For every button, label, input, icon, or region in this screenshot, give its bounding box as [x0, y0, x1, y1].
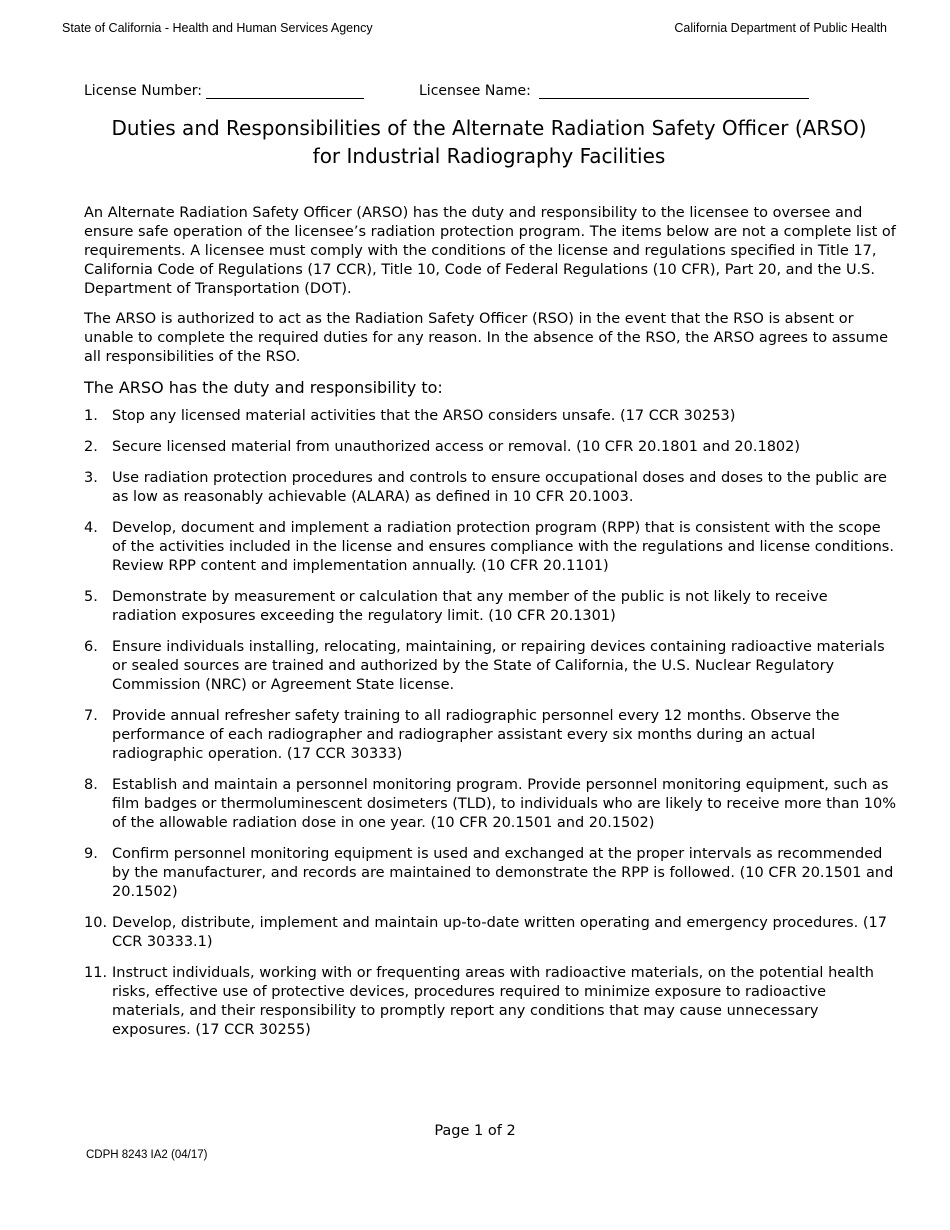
duty-text: Stop any licensed material activities that the ARSO considers unsafe. (17 CCR 30253) [112, 408, 736, 424]
duty-item [84, 588, 896, 626]
page-number: Page 1 of 2 [434, 1123, 516, 1139]
duty-text: Establish and maintain a personnel monitoring program. Provide personnel monitoring equipment, such as film badges or thermoluminescent dosimeters (TLD), to individuals who are likely to receive more than 10% of the allowable radiation dose in one year. (10 CFR 20.1501 and 20.1502) [112, 777, 896, 831]
duty-item [84, 776, 896, 833]
duty-number: 9. [84, 846, 98, 862]
document-body [84, 204, 896, 1052]
duty-item [84, 845, 896, 902]
duty-number: 10. [84, 915, 108, 931]
form-identifier: CDPH 8243 IA2 (04/17) [86, 1149, 208, 1161]
duty-text: Ensure individuals installing, relocating, maintaining, or repairing devices containing radioactive materials or sealed sources are trained and authorized by the State of California, the U.S. Nuclear Regulatory Commission (NRC) or Agreement State license. [112, 639, 885, 693]
duty-item [84, 707, 896, 764]
license-number-field [84, 83, 364, 99]
duty-text: Confirm personnel monitoring equipment is used and exchanged at the proper intervals as recommended by the manufacturer, and records are maintained to demonstrate the RPP is followed. (10 CFR 20.1501 and 20.1502) [112, 846, 894, 900]
duty-item [84, 638, 896, 695]
duty-number: 6. [84, 639, 98, 655]
page-title [60, 114, 918, 170]
duty-text: Instruct individuals, working with or frequenting areas with radioactive materials, on the potential health risks, effective use of protective devices, procedures required to minimize exposure to radioactive materials, and their responsibility to promptly report any conditions that may cause unnecessary exposures. (17 CCR 30255) [112, 965, 874, 1038]
duty-text: Develop, document and implement a radiation protection program (RPP) that is consistent with the scope of the activities included in the license and ensures compliance with the regulations and license conditions. Review RPP content and implementation annually. (10 CFR 20.1101) [112, 520, 894, 574]
duty-number: 11. [84, 965, 108, 981]
duty-text: Develop, distribute, implement and maintain up-to-date written operating and emergency procedures. (17 CCR 30333.1) [112, 915, 887, 950]
duty-item [84, 519, 896, 576]
duty-number: 2. [84, 439, 98, 455]
duty-item [84, 469, 896, 507]
duty-item [84, 914, 896, 952]
duty-number: 7. [84, 708, 98, 724]
duty-number: 3. [84, 470, 98, 486]
duty-number: 8. [84, 777, 98, 793]
title-line-2: for Industrial Radiography Facilities [312, 144, 666, 168]
duties-list [84, 407, 896, 1040]
duty-number: 1. [84, 408, 98, 424]
license-number-label: License Number: [84, 83, 202, 99]
duty-text: Use radiation protection procedures and controls to ensure occupational doses and doses to the public are as low as reasonably achievable (ALARA) as defined in 10 CFR 20.1003. [112, 470, 887, 505]
duty-item [84, 438, 896, 457]
duties-lead: The ARSO has the duty and responsibility to: [84, 378, 443, 397]
title-line-1: Duties and Responsibilities of the Alternate Radiation Safety Officer (ARSO) [111, 116, 867, 140]
intro-paragraph-2: The ARSO is authorized to act as the Radiation Safety Officer (RSO) in the event that the RSO is absent or unable to complete the required duties for any reason. In the absence of the RSO, the ARSO agrees to assume all responsibilities of the RSO. [84, 311, 888, 365]
duty-number: 5. [84, 589, 98, 605]
licensee-name-blank[interactable] [539, 83, 809, 99]
licensee-name-field [419, 83, 809, 99]
intro-paragraph-1: An Alternate Radiation Safety Officer (ARSO) has the duty and responsibility to the licensee to oversee and ensure safe operation of the licensee’s radiation protection program. The items below are not a complete list of requirements. A licensee must comply with the conditions of the license and regulations specified in Title 17, California Code of Regulations (17 CCR), Title 10, Code of Federal Regulations (10 CFR), Part 20, and the U.S. Department of Transportation (DOT). [84, 205, 896, 297]
duty-text: Secure licensed material from unauthorized access or removal. (10 CFR 20.1801 and 20.1802) [112, 439, 801, 455]
duty-number: 4. [84, 520, 98, 536]
licensee-name-label: Licensee Name: [419, 83, 531, 99]
duty-text: Demonstrate by measurement or calculation that any member of the public is not likely to receive radiation exposures exceeding the regulatory limit. (10 CFR 20.1301) [112, 589, 828, 624]
duty-item [84, 407, 896, 426]
license-number-blank[interactable] [206, 83, 364, 99]
duty-text: Provide annual refresher safety training to all radiographic personnel every 12 months. Observe the performance of each radiographer and radiographer assistant every six months during an actual radiographic operation. (17 CCR 30333) [112, 708, 840, 762]
agency-header: State of California - Health and Human Services Agency [62, 21, 373, 35]
department-header: California Department of Public Health [674, 21, 887, 35]
duty-item [84, 964, 896, 1040]
